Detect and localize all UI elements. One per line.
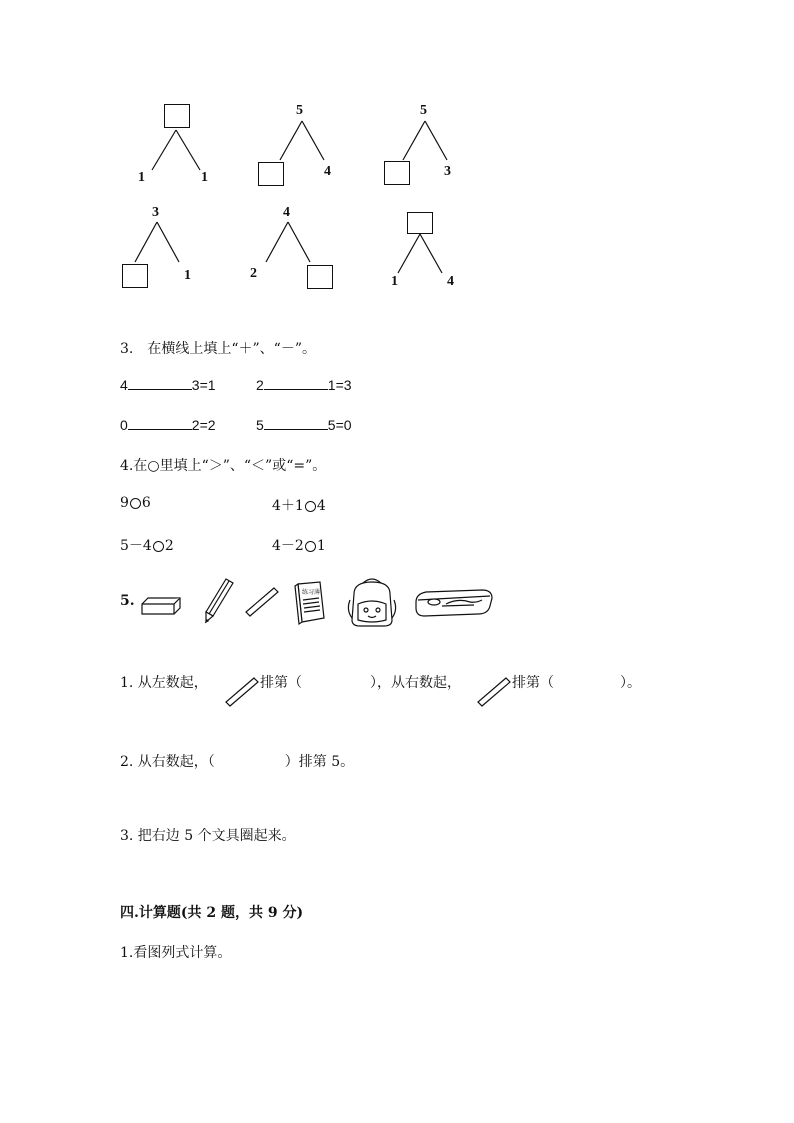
q3-item-2-a: 2 xyxy=(256,377,264,393)
backpack-icon xyxy=(344,574,400,628)
tree-4-right-number: 1 xyxy=(184,268,191,283)
q4-title: 4.在○里填上“＞”、“＜”或“=”。 xyxy=(120,458,327,474)
q3-title: 3. 在横线上填上“＋”、“－”。 xyxy=(120,341,316,357)
q3-item-1-a: 4 xyxy=(120,377,128,393)
q5-sub1-text-e: ）。 xyxy=(620,675,641,691)
q4-item-4-b: 1 xyxy=(316,538,326,554)
section-4-title: 四.计算题(共 2 题，共 9 分) xyxy=(120,905,304,921)
q4-item-2-circle[interactable] xyxy=(305,501,316,512)
q4-item-3-b: 2 xyxy=(164,538,174,554)
q4-item-1 xyxy=(120,495,151,511)
tree-3-left-box[interactable] xyxy=(384,161,410,185)
q4-item-1-circle[interactable] xyxy=(130,498,141,509)
ruler-icon xyxy=(476,676,512,708)
q3-item-2-blank[interactable] xyxy=(264,377,328,390)
tree-6-right-number: 4 xyxy=(447,274,454,289)
q3-item-1-blank[interactable] xyxy=(128,377,192,390)
q5-sub1-answer-left[interactable] xyxy=(308,672,374,690)
tree-3-right-number: 3 xyxy=(444,164,451,179)
q4-item-2-b: 4 xyxy=(316,498,326,514)
q3-item-2 xyxy=(256,377,352,393)
tree-1-right-number: 1 xyxy=(201,170,208,185)
q4-item-4-circle[interactable] xyxy=(305,541,316,552)
tree-2-top-number: 5 xyxy=(296,103,303,118)
q3-item-1-b: 3=1 xyxy=(191,377,216,393)
q4-item-1-b: 6 xyxy=(141,495,151,511)
tree-1-top-box[interactable] xyxy=(164,104,190,128)
tree-6-left-number: 1 xyxy=(391,274,398,289)
tree-2-right-number: 4 xyxy=(324,164,331,179)
q5-label: 5. xyxy=(120,593,135,609)
pencil-case-icon xyxy=(412,586,494,620)
tree-5-left-number: 2 xyxy=(250,266,257,281)
q4-item-4-a: 4－2 xyxy=(272,538,304,554)
q4-item-1-a: 9 xyxy=(120,495,129,511)
tree-4-top-number: 3 xyxy=(152,205,159,220)
q4-item-2-a: 4＋1 xyxy=(272,498,304,514)
q3-item-4-b: 5=0 xyxy=(327,417,352,433)
section-4-q1: 1.看图列式计算。 xyxy=(120,945,232,961)
q3-item-3 xyxy=(120,417,216,433)
pencil-icon xyxy=(202,576,236,624)
q3-item-4-a: 5 xyxy=(256,417,264,433)
q5-sub1-text-a: 1. 从左数起， xyxy=(120,675,208,691)
q3-item-3-b: 2=2 xyxy=(191,417,216,433)
tree-2-left-box[interactable] xyxy=(258,162,284,186)
notebook-icon xyxy=(290,580,326,626)
q5-sub1-text-d: 排第（ xyxy=(512,675,554,691)
notebook-label: 练习薄 xyxy=(302,589,321,596)
ruler-icon xyxy=(224,676,260,708)
q5-sub1-text-b: 排第（ xyxy=(260,675,302,691)
q3-item-4-blank[interactable] xyxy=(264,417,328,430)
q4-item-3 xyxy=(120,535,174,555)
q3-item-2-b: 1=3 xyxy=(327,377,352,393)
q3-item-3-a: 0 xyxy=(120,417,128,433)
q4-item-3-a: 5－4 xyxy=(120,538,152,554)
ruler-icon xyxy=(244,586,280,618)
q5-sub1-text-c: ），从右数起， xyxy=(370,675,461,691)
tree-4-left-box[interactable] xyxy=(122,264,148,288)
q3-item-1 xyxy=(120,377,216,393)
tree-3-top-number: 5 xyxy=(420,103,427,118)
q4-item-4 xyxy=(272,535,326,555)
q5-sub2-text: 2. 从右数起，（ ）排第 5。 xyxy=(120,754,355,770)
tree-5-right-box[interactable] xyxy=(307,265,333,289)
q3-item-3-blank[interactable] xyxy=(128,417,192,430)
q3-item-4 xyxy=(256,417,352,433)
q4-item-2 xyxy=(272,495,326,515)
tree-5-top-number: 4 xyxy=(283,205,290,220)
eraser-icon xyxy=(138,594,184,618)
tree-6-top-box[interactable] xyxy=(407,212,433,234)
q5-sub3-text: 3. 把右边 5 个文具圈起来。 xyxy=(120,828,296,844)
q4-item-3-circle[interactable] xyxy=(153,541,164,552)
tree-1-left-number: 1 xyxy=(138,170,145,185)
q5-sub1-answer-right[interactable] xyxy=(560,672,626,690)
